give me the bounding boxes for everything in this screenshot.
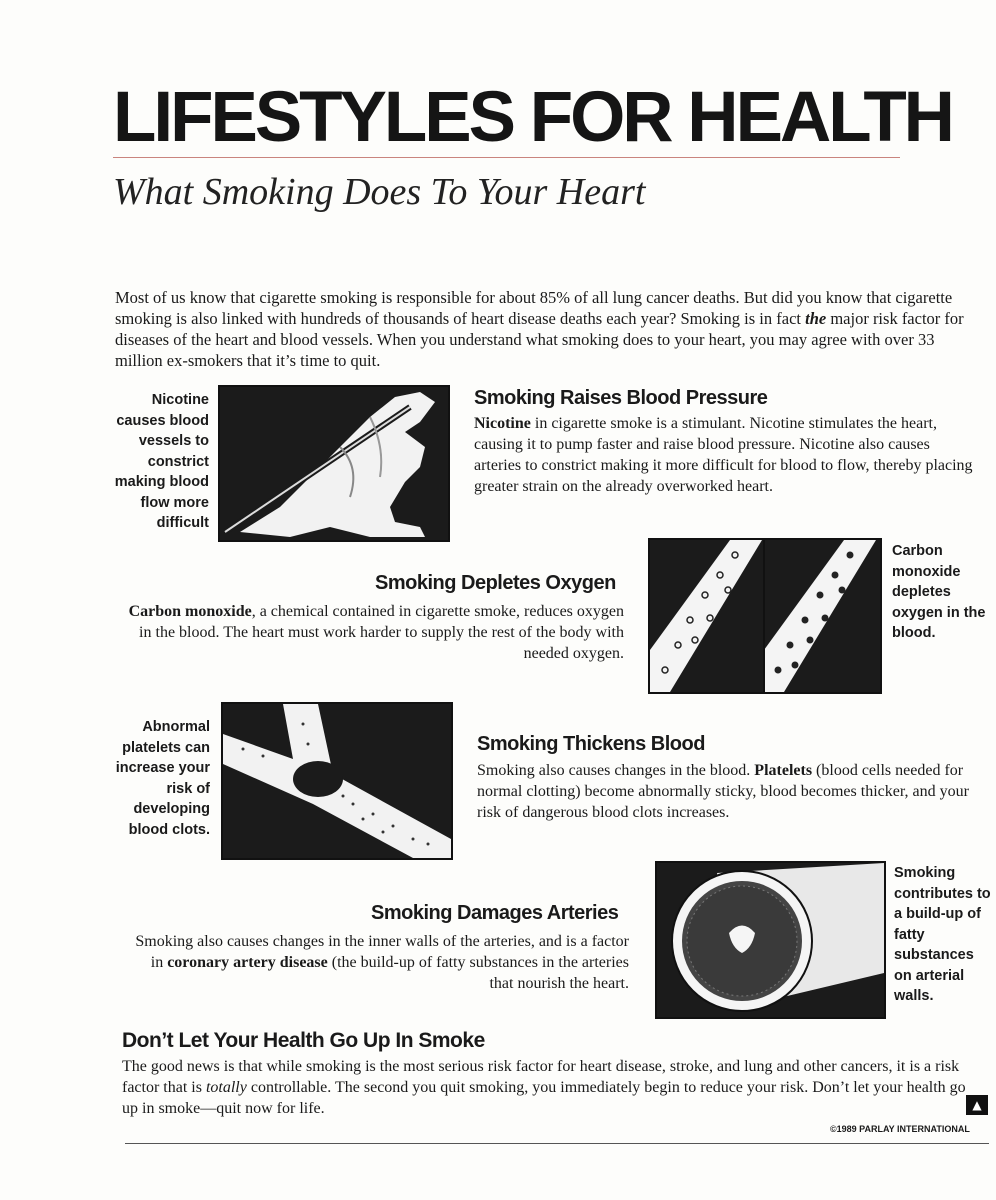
blood-clot-illustration (221, 702, 453, 860)
hand-cigarette-illustration (218, 385, 450, 542)
pressure-text: Nicotine in cigarette smoke is a stimulant. Nicotine stimulates the heart, causing it to pump faster and raise blood pressure. Nicotine also causes arteries to constrict making it more difficult for blood to flow, thereby placing greater strain on the already overworked heart. (474, 415, 973, 495)
pressure-caption: Nicotine causes blood vessels to constrict making blood flow more difficult (114, 392, 209, 531)
footer-divider (125, 1143, 989, 1144)
blood-vessel-oxygen-illustration (648, 538, 882, 694)
thickens-text: Smoking also causes changes in the blood. Platelets (blood cells needed for normal clotting) become abnormally sticky, blood becomes thicker, and your risk of dangerous blood clots increases. (477, 762, 969, 821)
page-subtitle: What Smoking Does To Your Heart (113, 171, 646, 213)
oxygen-caption: Carbon monoxide depletes oxygen in the blood. (892, 543, 986, 641)
oxygen-text: Carbon monoxide, a chemical contained in cigarette smoke, reduces oxygen in the blood. The heart must work harder to supply the rest of the body with needed oxygen. (128, 603, 624, 662)
intro-emphasis: the (805, 309, 827, 328)
page-title: LIFESTYLES FOR HEALTH (113, 78, 952, 157)
thickens-heading: Smoking Thickens Blood (477, 733, 705, 755)
intro-paragraph: Most of us know that cigarette smoking is responsible for about 85% of all lung cancer deaths. But did you know that cigarette smoking is also linked with hundreds of thousands of heart disease deaths each year? Smoking is in fact the major risk factor for diseases of the heart and blood vessels. When you understand what smoking does to your heart, you may agree with over 33 million ex-smokers that it’s time to quit. (115, 288, 964, 370)
closing-heading: Don’t Let Your Health Go Up In Smoke (122, 1029, 485, 1052)
arteries-text: Smoking also causes changes in the inner walls of the arteries, and is a factor in coronary artery disease (the build-up of fatty substances in the arteries that nourish the heart. (135, 933, 629, 992)
title-divider (113, 157, 900, 158)
arteries-heading: Smoking Damages Arteries (371, 902, 619, 924)
arteries-caption: Smoking contributes to a build-up of fatty substances on arterial walls. (894, 865, 991, 1004)
thickens-caption: Abnormal platelets can increase your risk of developing blood clots. (115, 719, 210, 838)
publisher-logo: ▲ (966, 1095, 988, 1115)
artery-crosssection-illustration (655, 861, 886, 1019)
oxygen-heading: Smoking Depletes Oxygen (375, 572, 616, 594)
copyright-notice: ©1989 PARLAY INTERNATIONAL (830, 1124, 970, 1134)
closing-text: The good news is that while smoking is the most serious risk factor for heart disease, stroke, and lung and other cancers, it is a risk factor that is totally controllable. The second you quit smoking, you immediately begin to reduce your risk. Don’t let your health go up in smoke—quit now for life. (122, 1058, 966, 1117)
pressure-heading: Smoking Raises Blood Pressure (474, 387, 768, 409)
